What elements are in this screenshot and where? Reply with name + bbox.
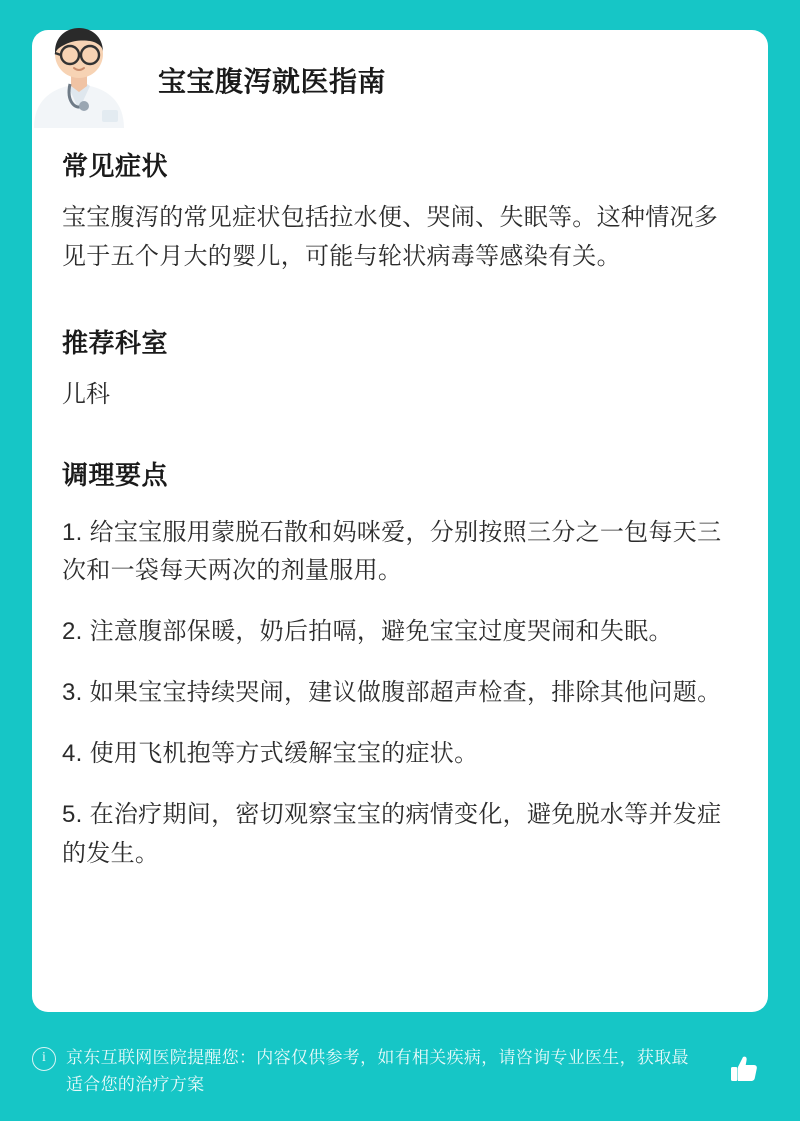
care-tips-list: [62, 514, 738, 874]
section-heading-symptoms: 常见症状: [62, 151, 169, 182]
section-heading-care: 调理要点: [62, 459, 169, 490]
symptoms-text: 宝宝腹泻的常见症状包括拉水便、哭闹、失眠等。这种情况多见于五个月大的婴儿，可能与轮状病毒等感染有关。: [62, 204, 719, 271]
footer-disclaimer-group: [32, 1044, 692, 1098]
list-item: 1. 给宝宝服用蒙脱石散和妈咪爱，分别按照三分之一包每天三次和一袋每天两次的剂量服用。: [62, 518, 722, 585]
list-item: 3. 如果宝宝持续哭闹，建议做腹部超声检查，排除其他问题。: [62, 679, 722, 707]
info-icon: i: [32, 1047, 56, 1071]
footer: [32, 1035, 768, 1107]
list-item: 2. 注意腹部保暖，奶后拍嗝，避免宝宝过度哭闹和失眠。: [62, 618, 673, 646]
department-text: 儿科: [62, 381, 110, 409]
doctor-avatar-icon: [24, 18, 134, 128]
thumbs-up-icon[interactable]: [726, 1051, 762, 1092]
list-item: 4. 使用飞机抱等方式缓解宝宝的症状。: [62, 740, 479, 768]
list-item: 5. 在治疗期间，密切观察宝宝的病情变化，避免脱水等并发症的发生。: [62, 800, 722, 867]
disclaimer-text: 京东互联网医院提醒您：内容仅供参考，如有相关疾病，请咨询专业医生，获取最适合您的治疗方案: [66, 1047, 689, 1094]
guide-card: [32, 30, 768, 1012]
section-heading-department: 推荐科室: [62, 328, 169, 359]
page-title: 宝宝腹泻就医指南: [158, 66, 387, 97]
